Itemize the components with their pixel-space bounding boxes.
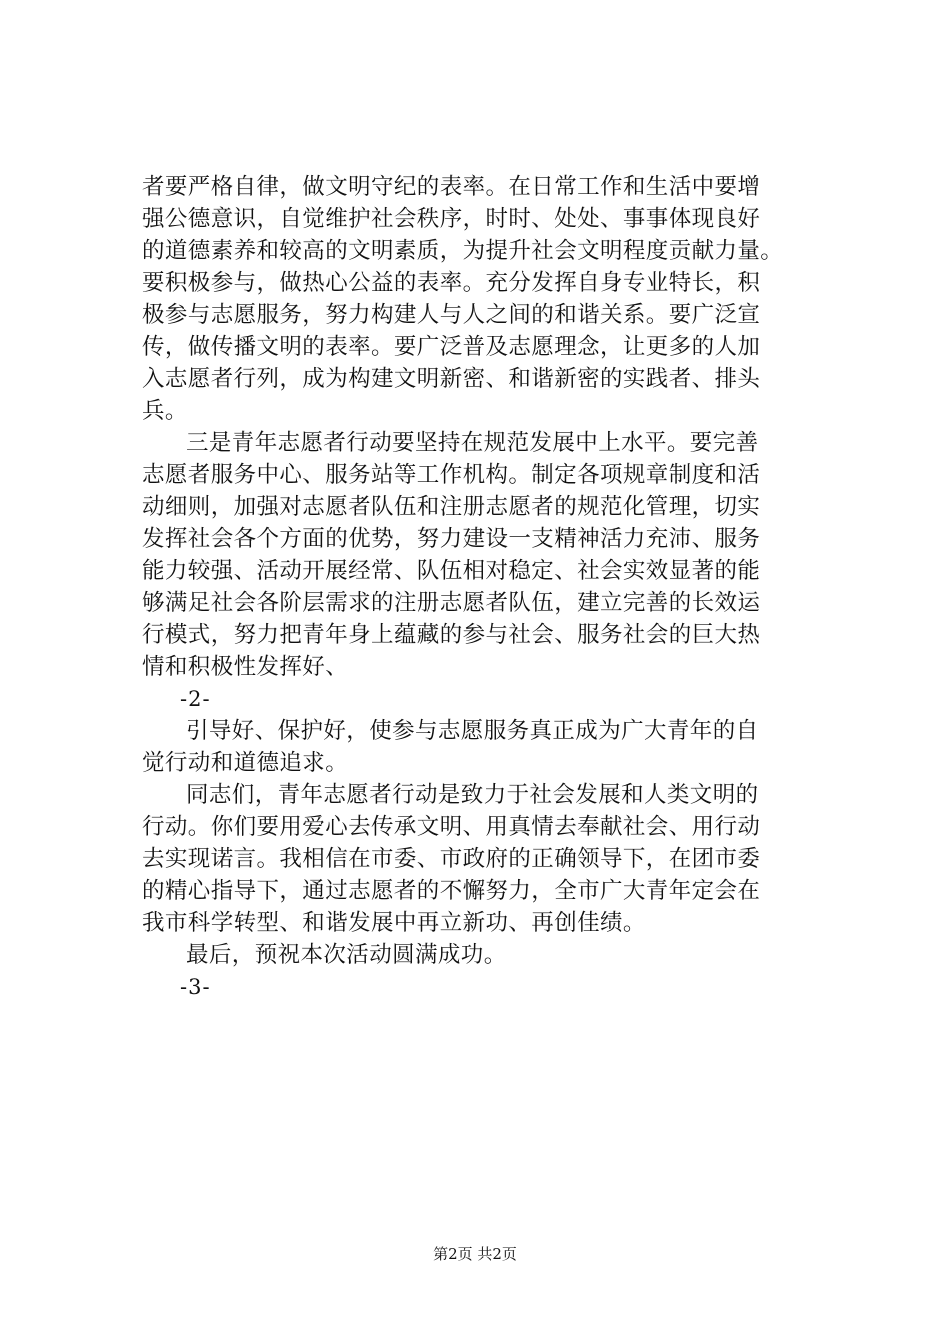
text-line: 强公德意识，自觉维护社会秩序，时时、处处、事事体现良好 — [142, 206, 761, 232]
inline-page-number: -3- — [180, 975, 211, 999]
text-line: 行模式，努力把青年身上蕴藏的参与社会、服务社会的巨大热 — [142, 622, 761, 648]
text-line: 我市科学转型、和谐发展中再立新功、再创佳绩。 — [142, 910, 646, 936]
text-line: 传，做传播文明的表率。要广泛普及志愿理念，让更多的人加 — [142, 334, 761, 360]
text-line: 情和积极性发挥好、 — [142, 654, 349, 680]
text-line: 够满足社会各阶层需求的注册志愿者队伍，建立完善的长效运 — [142, 590, 761, 616]
paragraph-start-line: 引导好、保护好，使参与志愿服务真正成为广大青年的自 — [186, 718, 759, 744]
paragraph-start-line: 同志们，青年志愿者行动是致力于社会发展和人类文明的 — [186, 782, 759, 808]
text-line: 志愿者服务中心、服务站等工作机构。制定各项规章制度和活 — [142, 462, 761, 488]
paragraph-start-line: 三是青年志愿者行动要坚持在规范发展中上水平。要完善 — [186, 430, 759, 456]
text-line: 兵。 — [142, 398, 188, 424]
document-body — [142, 171, 832, 1003]
text-line: 者要严格自律，做文明守纪的表率。在日常工作和生活中要增 — [142, 174, 761, 200]
text-line: 觉行动和道德追求。 — [142, 750, 349, 776]
inline-page-number: -2- — [180, 687, 211, 711]
text-line: 行动。你们要用爱心去传承文明、用真情去奉献社会、用行动 — [142, 814, 761, 840]
text-line: 发挥社会各个方面的优势，努力建设一支精神活力充沛、服务 — [142, 526, 761, 552]
paragraph-start-line: 最后，预祝本次活动圆满成功。 — [186, 942, 507, 968]
text-line: 动细则，加强对志愿者队伍和注册志愿者的规范化管理，切实 — [142, 494, 761, 520]
text-line: 要积极参与，做热心公益的表率。充分发挥自身专业特长，积 — [142, 270, 761, 296]
text-line: 极参与志愿服务，努力构建人与人之间的和谐关系。要广泛宣 — [142, 302, 761, 328]
text-line: 的道德素养和较高的文明素质，为提升社会文明程度贡献力量。 — [142, 238, 784, 264]
page-footer: 第2页 共2页 — [433, 1245, 517, 1263]
text-line: 能力较强、活动开展经常、队伍相对稳定、社会实效显著的能 — [142, 558, 761, 584]
text-line: 入志愿者行列，成为构建文明新密、和谐新密的实践者、排头 — [142, 366, 761, 392]
text-line: 的精心指导下，通过志愿者的不懈努力，全市广大青年定会在 — [142, 878, 761, 904]
text-line: 去实现诺言。我相信在市委、市政府的正确领导下，在团市委 — [142, 846, 761, 872]
